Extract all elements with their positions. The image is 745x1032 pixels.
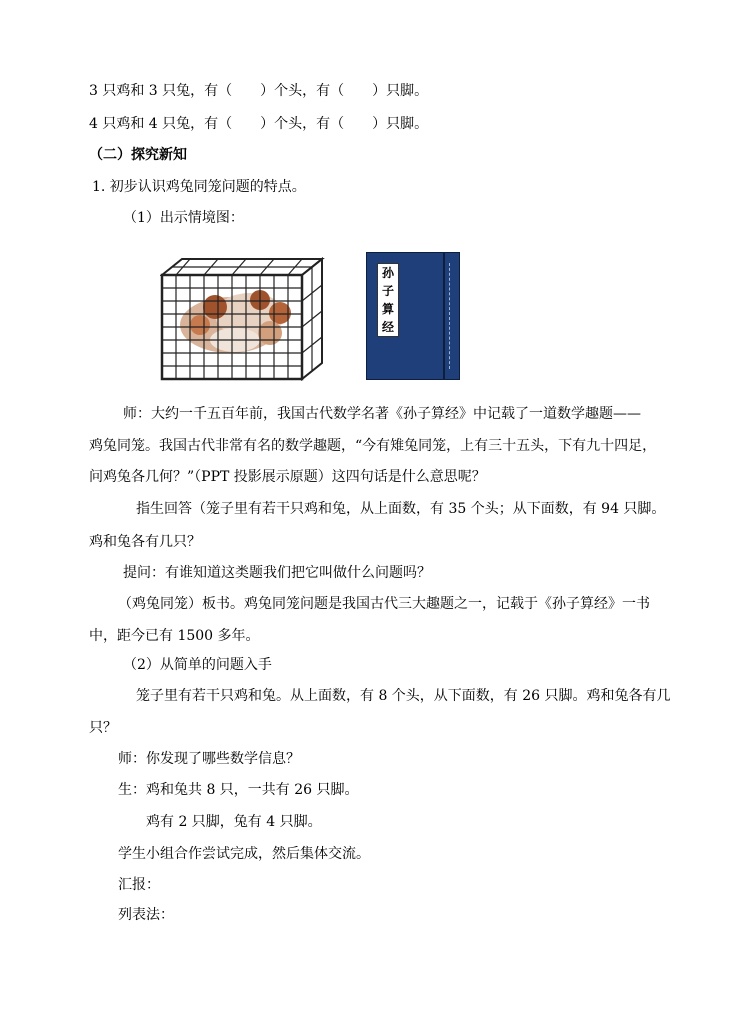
cage-illustration: [160, 255, 325, 383]
step-2-sub: （2）从简单的问题入手: [123, 657, 272, 673]
teacher-intro-2: 鸡兔同笼。我国古代非常有名的数学趣题，“今有雉兔同笼，上有三十五头，下有九十四足，: [89, 438, 657, 454]
book-illustration: [366, 252, 460, 380]
student-answer-2: 鸡和兔各有几只？: [89, 534, 201, 550]
question-line-2: 4 只鸡和 4 只兔，有（ ）个头，有（ ）只脚。: [89, 116, 429, 132]
board-note-2: 中，距今已有 1500 多年。: [89, 628, 260, 644]
book-title-char: 经: [381, 320, 394, 334]
question-prompt: 提问：有谁知道这类题我们把它叫做什么问题吗？: [123, 565, 431, 581]
teacher-intro-3: 问鸡兔各几何？”（PPT 投影展示原题）这四句话是什么意思呢？: [89, 469, 486, 485]
book-title-char: 孙: [381, 266, 394, 280]
problem-line-2: 只？: [89, 720, 117, 736]
book-spine: [443, 253, 445, 379]
report-label: 汇报：: [118, 877, 160, 893]
section-heading: （二）探究新知: [89, 147, 187, 163]
book-title-char: 算: [381, 302, 394, 316]
book-title-char: 子: [381, 284, 394, 298]
book-binding-stitch: [449, 263, 454, 369]
student-info-2: 鸡有 2 只脚，兔有 4 只脚。: [146, 814, 322, 830]
step-1: 1. 初步认识鸡兔同笼问题的特点。: [92, 179, 306, 195]
problem-line-1: 笼子里有若干只鸡和兔。从上面数，有 8 个头，从下面数，有 26 只脚。鸡和兔各有几: [136, 688, 671, 704]
table-method-label: 列表法：: [118, 907, 174, 923]
teacher-intro-1: 师：大约一千五百年前，我国古代数学名著《孙子算经》中记载了一道数学趣题——: [123, 406, 641, 422]
teacher-question: 师：你发现了哪些数学信息？: [118, 751, 300, 767]
board-note-1: （鸡兔同笼）板书。鸡兔同笼问题是我国古代三大趣题之一，记载于《孙子算经》一书: [118, 596, 650, 612]
book-title-label: [377, 263, 399, 337]
group-work: 学生小组合作尝试完成，然后集体交流。: [118, 846, 370, 862]
student-info-1: 生：鸡和兔共 8 只，一共有 26 只脚。: [118, 782, 359, 798]
student-answer-1: 指生回答（笼子里有若干只鸡和兔，从上面数，有 35 个头；从下面数，有 94 只脚。: [136, 501, 666, 517]
step-1-sub: （1）出示情境图：: [123, 210, 244, 226]
question-line-1: 3 只鸡和 3 只兔，有（ ）个头，有（ ）只脚。: [89, 83, 429, 99]
